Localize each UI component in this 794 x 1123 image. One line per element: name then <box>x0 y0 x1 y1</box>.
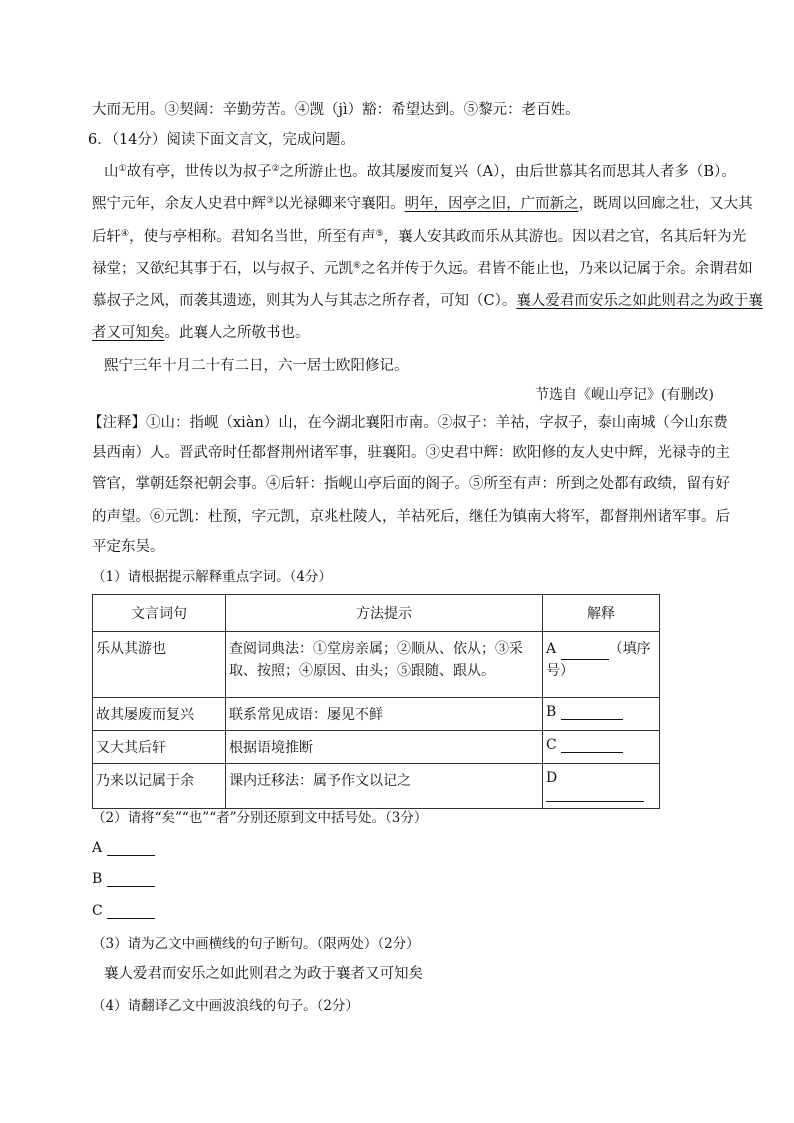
notes-line-1: 【注释】①山：指岘（xiàn）山，在今湖北襄阳市南。②叔子：羊祜，字叔子，泰山南城（今山东费 <box>88 415 728 431</box>
hint-cell: 课内迁移法：属予作文以记之 <box>226 764 543 809</box>
word-cell: 又大其后轩 <box>93 731 226 764</box>
passage-line-6: 者又可知矣。此襄人之所敬书也。 <box>92 325 310 341</box>
hint-cell: 查阅词典法：①堂房亲属；②顺从、依从；③采取、按照；④原因、由头；⑤跟随、跟从。 <box>226 632 543 698</box>
table-row <box>93 632 660 698</box>
word-cell: 乃来以记属于余 <box>93 764 226 809</box>
subquestion-3: （3）请为乙文中画横线的句子断句。（限两处）（2分） <box>92 936 420 952</box>
passage-date: 熙宁三年十月二十有二日，六一居士欧阳修记。 <box>104 358 409 374</box>
answer-cell: D <box>543 764 660 809</box>
vocabulary-table <box>92 594 660 809</box>
passage-source: 节选自《岘山亭记》(有删改) <box>535 387 714 403</box>
table-row <box>93 764 660 809</box>
answer-blank[interactable] <box>561 645 609 660</box>
word-cell: 故其屡废而复兴 <box>93 698 226 731</box>
answer-blank[interactable] <box>546 787 644 802</box>
answer-blank[interactable] <box>561 738 623 753</box>
wavy-sentence: 明年，因亭之旧，广而新之 <box>404 196 579 212</box>
notes-line-3: 管官，掌朝廷祭祀朝会事。④后轩：指岘山亭后面的阁子。⑤所至有声：所到之处都有政绩，留有好 <box>92 476 730 492</box>
answer-blank[interactable] <box>107 904 155 919</box>
hint-cell: 联系常见成语：屡见不鲜 <box>226 698 543 731</box>
passage-line-5: 慕叔子之风，而袭其遗迹，则其为人与其志之所存者，可知（C）。襄人爱君而安乐之如此则君之为政于襄 <box>92 293 763 309</box>
table-header: 文言词句 <box>93 595 226 632</box>
passage-line-2: 熙宁元年，余友人史君中辉③以光禄卿来守襄阳。明年，因亭之旧，广而新之，既周以回廊之壮，又大其 <box>92 196 753 212</box>
answer-blank[interactable] <box>107 872 155 887</box>
underlined-sentence-part1: 襄人爱君而安乐之如此则君之为政于襄 <box>516 293 763 309</box>
table-row <box>93 731 660 764</box>
answer-line-a: A <box>92 840 155 856</box>
notes-line-2: 县西南）人。晋武帝时任都督荆州诸军事，驻襄阳。③史君中辉：欧阳修的友人史中辉，光禄寺的主 <box>92 445 730 461</box>
note-marker-5: ⑤ <box>375 229 384 239</box>
note-marker-1: ① <box>118 164 127 174</box>
subquestion-3-sentence: 襄人爱君而安乐之如此则君之为政于襄者又可知矣 <box>104 966 423 982</box>
note-marker-4: ④ <box>121 229 130 239</box>
answer-line-c: C <box>92 903 155 919</box>
note-marker-2: ② <box>271 164 280 174</box>
question-header: 6．（14分）阅读下面文言文，完成问题。 <box>88 132 355 148</box>
notes-line-4: 的声望。⑥元凯：杜预，字元凯，京兆杜陵人，羊祜死后，继任为镇南大将军，都督荆州诸军事。后 <box>92 509 730 525</box>
word-cell: 乐从其游也 <box>93 632 226 698</box>
table-header: 方法提示 <box>226 595 543 632</box>
subquestion-1: （1）请根据提示解释重点字词。（4分） <box>92 569 332 585</box>
answer-cell: A （填序号） <box>543 632 660 698</box>
answer-blank[interactable] <box>107 841 155 856</box>
previous-notes-line: 大而无用。③契阔：辛勤劳苦。④觊（jì）豁：希望达到。⑤黎元：老百姓。 <box>92 102 580 118</box>
note-marker-6: ⑥ <box>353 261 362 271</box>
hint-cell: 根据语境推断 <box>226 731 543 764</box>
note-marker-3: ③ <box>266 196 275 206</box>
underlined-sentence-part2: 者又可知矣 <box>92 325 165 341</box>
answer-cell: C <box>543 731 660 764</box>
subquestion-2: （2）请将“矣”“也”“者”分别还原到文中括号处。（3分） <box>92 810 428 826</box>
table-header-row <box>93 595 660 632</box>
table-header: 解释 <box>543 595 660 632</box>
answer-blank[interactable] <box>561 705 623 720</box>
passage-line-4: 禄堂；又欲纪其事于石，以与叔子、元凯⑥之名并传于久远。君皆不能止也，乃来以记属于余。余谓君如 <box>92 261 753 277</box>
passage-line-1: 山①故有亭，世传以为叔子②之所游止也。故其屡废而复兴（A），由后世慕其名而思其人者多（B）。 <box>104 164 736 180</box>
subquestion-4: （4）请翻译乙文中画波浪线的句子。（2分） <box>92 998 359 1014</box>
answer-cell: B <box>543 698 660 731</box>
passage-line-3: 后轩④，使与亭相称。君知名当世，所至有声⑤，襄人安其政而乐从其游也。因以君之官，名其后轩为光 <box>92 229 747 245</box>
notes-line-5: 平定东吴。 <box>92 539 165 555</box>
answer-line-b: B <box>92 871 155 887</box>
table-row <box>93 698 660 731</box>
